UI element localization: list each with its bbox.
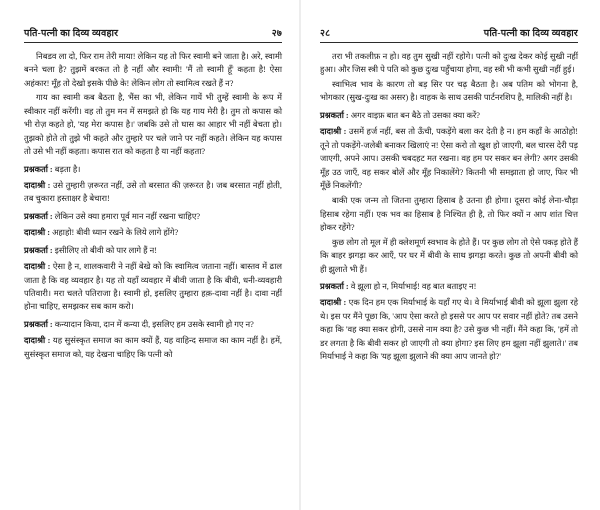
- page-number: २७: [271, 29, 282, 39]
- running-title: पति-पत्नी का दिव्य व्यवहार: [24, 29, 119, 39]
- speaker-text: उसे तुम्हारी ज़रूरत नहीं, उसे तो बरसात की ज़रूरत है। जब बरसात नहीं होती, तब चुकारा हस्ताक्षर है बेचारा!: [24, 180, 282, 204]
- paragraph: कुछ लोग तो मूल में ही क्लेशमूर्ण स्वभाव के होते हैं। पर कुछ लोग तो ऐसे पकड़ होते हैं कि बाहर झगड़ा कर आएँ, पर घर में बीवी के साथ झगड़ा करते। कुछ तो अपनी बीवी को ही झुलाते भी हैं।: [320, 237, 578, 274]
- paragraph: बाकी एक जन्म तो जितना तुम्हारा हिसाब है उतना ही होगा। दूसरा कोई लेना-चौड़ा हिसाब रहेगा नहीं। एक भव का हिसाब है निश्चित ही है, तो फिर क्यों न आप शांत चित्त होकर रहेंगे?: [320, 196, 578, 233]
- speaker-label: प्रश्नकर्ता :: [24, 211, 53, 221]
- speaker-text: यह सुसंस्कृत समाज का काम क्यों हैं, यह वाहिन्द समाज का काम नहीं है। हमें, सुसंस्कृत समाज को, यह देखना चाहिए कि पत्नी को: [24, 336, 282, 359]
- qa-block: [24, 226, 282, 239]
- speaker-label: प्रश्नकर्ता :: [320, 110, 349, 120]
- left-page-header: [24, 26, 282, 39]
- qa-block: [24, 179, 282, 206]
- speaker-label: दादाश्री :: [24, 180, 51, 190]
- paragraph: स्वाभित्व भाव के कारण तो बड़ सिर पर चढ़ बैठता है। अब पतिम को भोगना है, भोगकार (सुख-दुःख का असर) है। वाहक के साथ उसकी पार्टनरशिप है, मालिकी नहीं है।: [320, 79, 578, 103]
- header-rule: [320, 42, 578, 43]
- speaker-label: प्रश्नकर्ता :: [320, 282, 349, 291]
- speaker-text: वे झूला हो न, मिर्याभाई! वह बात बताइए न!: [350, 282, 477, 291]
- qa-block: [24, 334, 282, 361]
- qa-block: [24, 318, 282, 331]
- speaker-label: दादाश्री :: [24, 262, 51, 272]
- speaker-text: अहाहो! बीवी ध्यान रखने के लिये लागे होंगे?: [52, 228, 179, 238]
- right-page-body: [320, 50, 578, 364]
- left-page-body: [24, 50, 282, 361]
- speaker-label: दादाश्री :: [24, 228, 50, 238]
- speaker-label: दादाश्री :: [24, 336, 51, 346]
- speaker-text: लेकिन उसे क्या हमारा पूर्व मान नहीं रखना चाहिए?: [54, 211, 201, 221]
- speaker-label: दादाश्री :: [320, 127, 347, 137]
- qa-block: [320, 109, 578, 122]
- speaker-text: उसमें हर्ज नहीं, बस तो ऊँची, पकड़ेंगे बला कर देती है न। हम कहाँ के आठोहो! तूने तो पकड़ेंगे-जलेबी बनाकर खिलाएं न! ऐसा करो तो खुश हो जाएगी, बल चारस देरी पड़ जाएगी, अपने आप। उसकी चबदहट मत रखना। वह हम पर सकर बन लेगी? अगर उसकी मूँह उठ जाएँ, वह सकर बोलें और मूँह निकालेंगे? कितनी भी समझाता हो जाए, फिर भी मूँछें निकलेंगी?: [320, 127, 578, 190]
- qa-block: [320, 280, 578, 293]
- running-title: पति-पत्नी का दिव्य व्यवहार: [483, 29, 578, 39]
- speaker-text: बड़ता है।: [54, 164, 81, 174]
- right-page: [300, 0, 600, 510]
- paragraph: निबडव ला दो, फिर राम तेरी माया! लेकिन यह तो फिर स्वामी बने जाता है। अरे, स्वामी बनने चला है? तुझमें बरकत तो है नहीं और स्वामी! 'मैं तो स्वामी हूँ' कहता है! ऐसा अहंकार! मूँह तो देखो इसके पीछे के! लेकिन लोग तो स्वामित्व रखते हैं न?: [24, 52, 282, 88]
- speaker-text: एक दिन हम एक मिर्याभाई के यहाँ गए थे। वे मिर्याभाई बीवी को झूला झुला रहे थे। इस पर मैंने पूछा कि, 'आप ऐसा करते हो इससे पर आप पर सवार नहीं होते? तब उसने कहा कि 'वह क्या सकर होगी, उससे नाम क्या है? उसे कुछ भी नहीं। मैंने कहा कि, 'हमें तो डर लगता है कि बीवी सकर हो जाएगी तो क्या होगा? इस लिए हम झूला नहीं झुलाते।' तब मिर्याभाई ने कहा कि 'यह झूला झुलाने की क्या आप जानते हो?': [320, 298, 578, 362]
- paragraph: गाय का स्वामी कब बैठता है, भैंस का भी, लेकिन गायें भी तुम्हें स्वामी के रूप में स्वीकार नहीं करेंगी। वह तो तुम मन में समझते हो कि यह गाय मेरी है। तुम तो कपास को भी रोज़ कहते हो, 'यह मेरा कपास है।' जबकि उसे तो घास का आहार भी नहीं बेचता हो। तुझको होते तो तुझे भी कहते और तुम्हारे पर चले जाने पर नहीं कहते। लेकिन यह कपास तो उसे भी नहीं कहता। कपास रात को कहता है या नहीं कहता?: [24, 93, 282, 157]
- right-page-header: [320, 26, 578, 39]
- qa-block: [24, 210, 282, 223]
- page-number: २८: [320, 29, 331, 39]
- qa-block: [24, 244, 282, 257]
- speaker-text: ऐसा है न, शालकवारी ने नहीं बेखे को कि स्वामित्व जताना नहीं। बास्तव में ढाल जाता है कि वह व्यवहार है। यह तो यहाँ व्यवहार में बीवी जाता है कि बीवी, धनी-व्यवहारी पतिवारी। मरा चलते पतिराजा है। स्वामी हो, इसलिए तुम्हारा हक़-दावा नहीं है। दावा नहीं होना चाहिए, समझकर सब काम करो।: [24, 262, 282, 312]
- speaker-text: कन्यादान किया, दान में कन्या दी, इसलिए हम उसके स्वामी हो गए न?: [54, 319, 254, 329]
- qa-block: [320, 125, 578, 192]
- speaker-label: प्रश्नकर्ता :: [24, 319, 53, 329]
- paragraph: तरा भी तकलीफ़ न हो। वह तुम सुखी नहीं रहोगे। पत्नी को दुःख देकर कोई सुखी नहीं हुआ। और जिस स्त्री पे पति को कुछ दुःख पहुँचाया होगा, वह स्त्री भी कभी सुखी नहीं हुई।: [320, 52, 578, 75]
- speaker-label: प्रश्नकर्ता :: [24, 245, 53, 255]
- header-rule: [24, 42, 282, 43]
- speaker-text: अगर वाइफ़ बात बन बैठे तो उसका क्या करें?: [350, 110, 480, 120]
- qa-block: [24, 260, 282, 314]
- speaker-text: इसीलिए तो बीवी को पार लागे हैं न!: [54, 245, 158, 255]
- speaker-label: दादाश्री :: [320, 298, 347, 308]
- qa-block: [320, 296, 578, 363]
- speaker-label: प्रश्नकर्ता :: [24, 164, 53, 174]
- qa-block: [24, 163, 282, 176]
